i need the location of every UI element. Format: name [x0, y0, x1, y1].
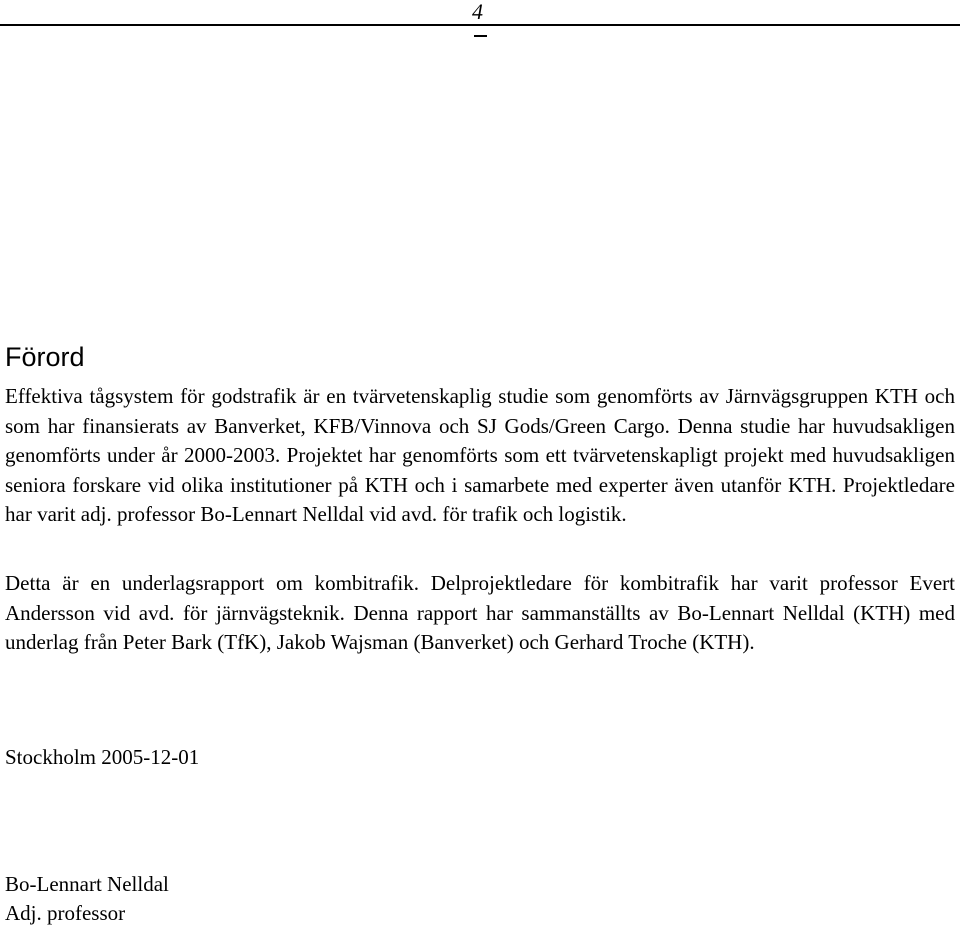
place-date: Stockholm 2005-12-01 [5, 745, 200, 769]
page-number-underline [474, 35, 487, 37]
paragraph-intro: Effektiva tågsystem för godstrafik är en tvärvetenskaplig studie som genomförts av Järnvägsgruppen KTH och som har finansierats av Banverket, KFB/Vinnova och SJ Gods/Green Cargo. Denna studie har huvudsakligen genomförts under år 2000-2003. Projektet har genomförts som ett tvärvetenskapligt projekt med huvudsakligen seniora forskare vid olika institutioner på KTH och i samarbete med experter även utanför KTH. Projektledare har varit adj. professor Bo-Lennart Nelldal vid avd. för trafik och logistik. [5, 384, 955, 526]
signature-title: Adj. professor [5, 901, 126, 925]
paragraph-report: Detta är en underlagsrapport om kombitrafik. Delprojektledare för kombitrafik har varit professor Evert Andersson vid avd. för järnvägsteknik. Denna rapport har sammanställts av Bo-Lennart Nelldal (KTH) med underlag från Peter Bark (TfK), Jakob Wajsman (Banverket) och Gerhard Troche (KTH). [5, 571, 955, 654]
page-number: 4 [472, 0, 483, 24]
signature-name: Bo-Lennart Nelldal [5, 872, 169, 896]
section-heading: Förord [5, 342, 85, 372]
